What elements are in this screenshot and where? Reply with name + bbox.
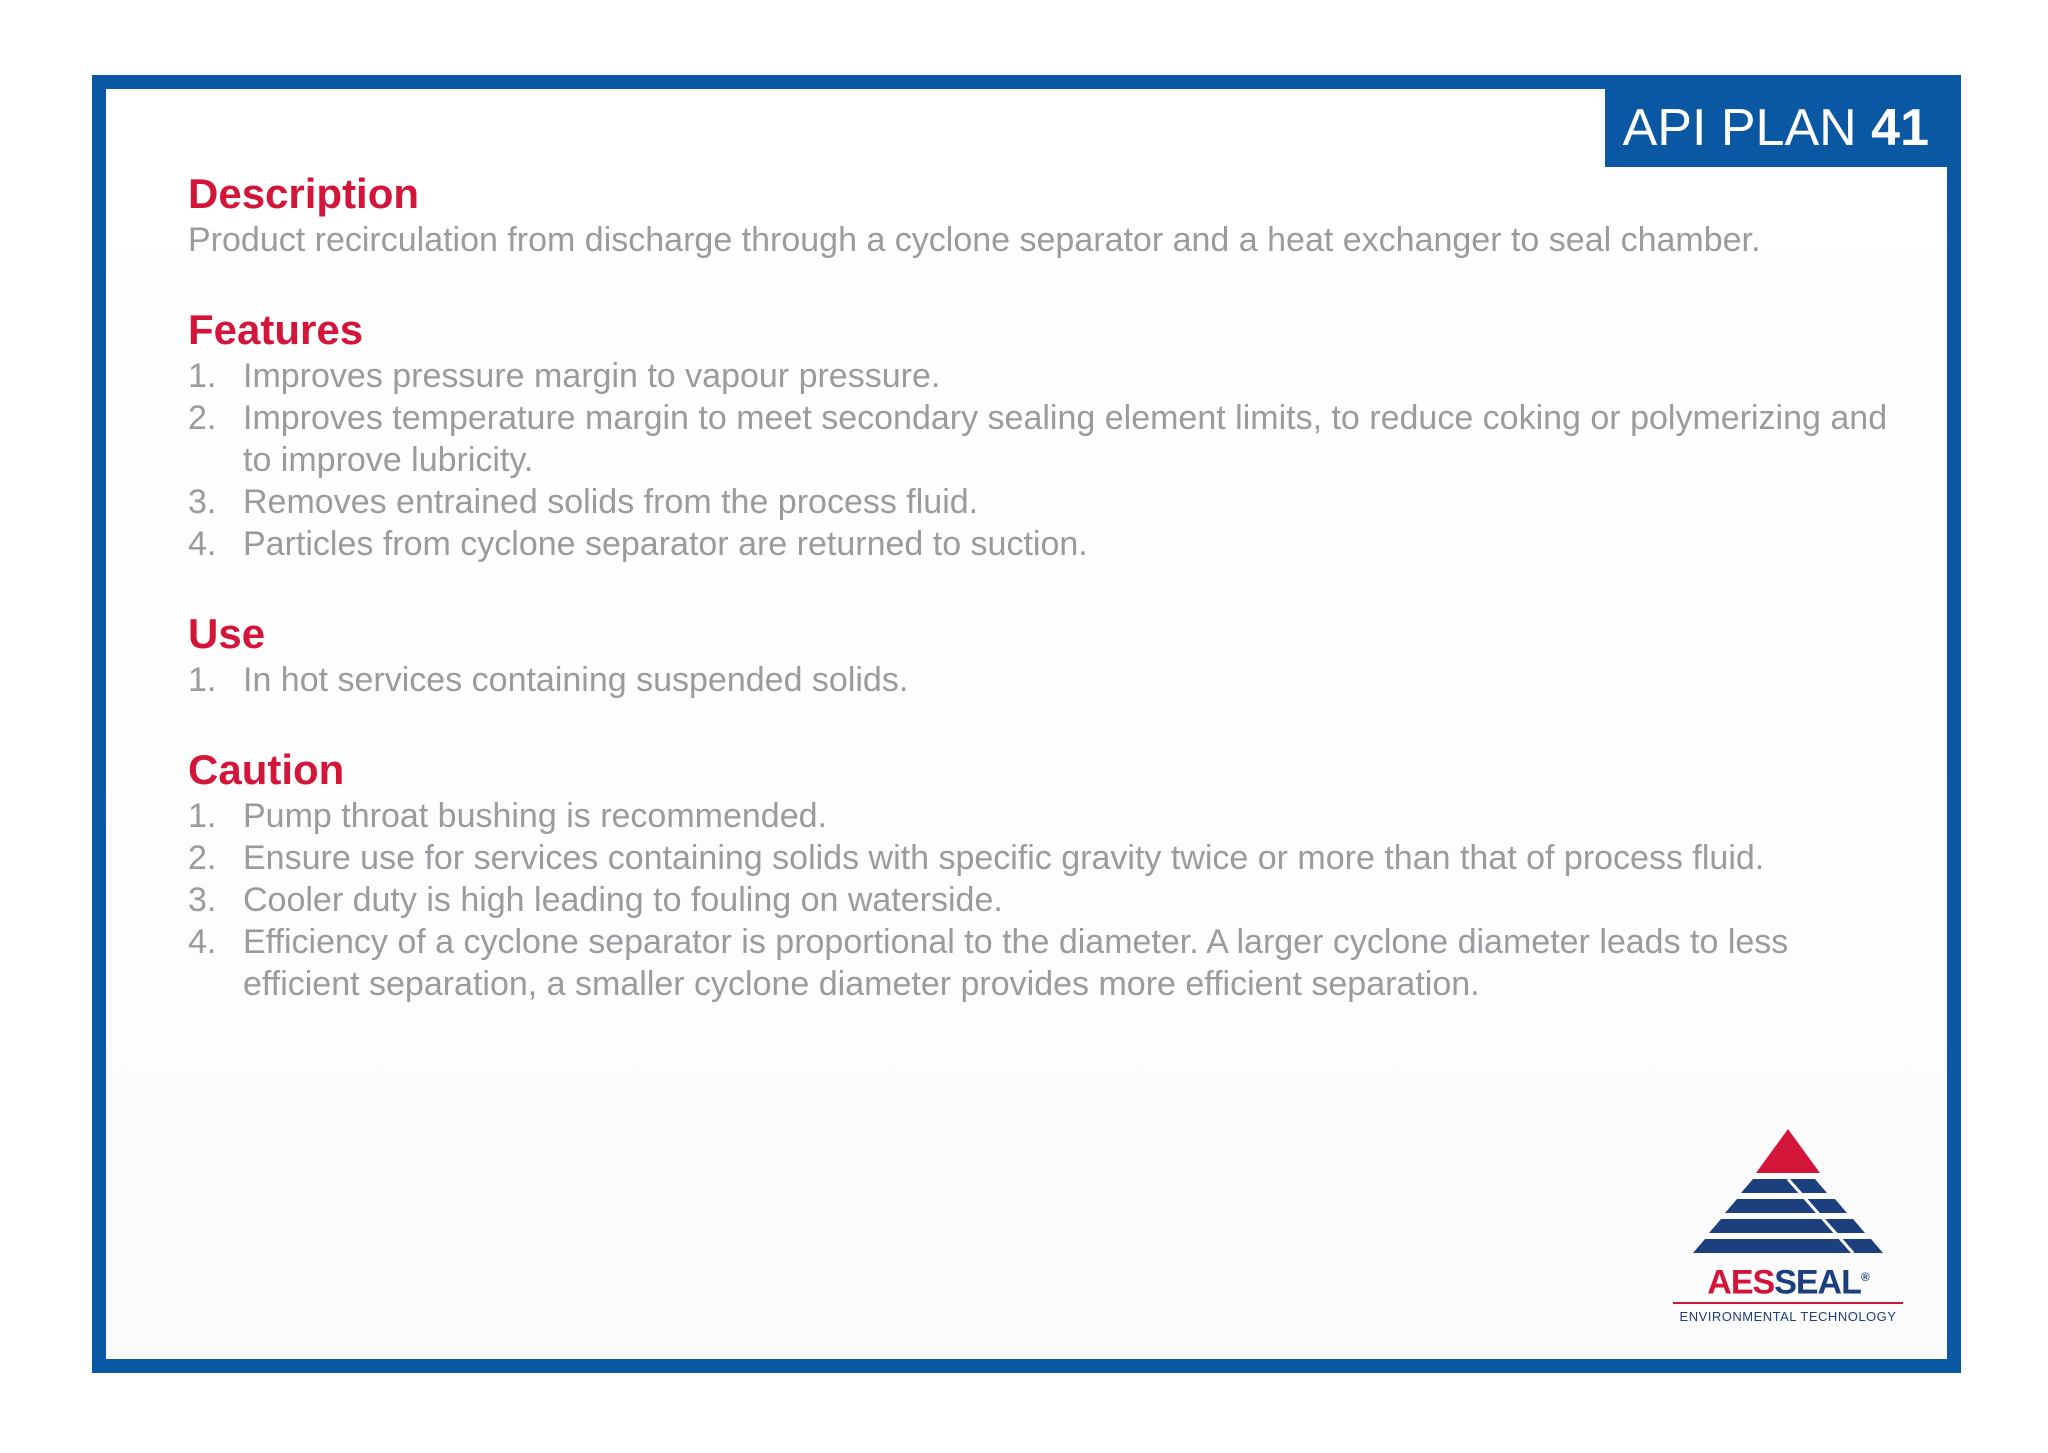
item-text: Improves temperature margin to meet secondary sealing element limits, to reduce coking or polymerizing and to improve lubricity. xyxy=(243,399,1888,479)
list-item xyxy=(188,481,1908,523)
use-list xyxy=(188,659,1908,701)
item-number: 4. xyxy=(188,525,217,563)
pyramid-stripe xyxy=(1693,1239,1883,1253)
pyramid-stripe xyxy=(1709,1219,1865,1233)
plan-prefix: API PLAN xyxy=(1622,99,1857,157)
item-text: Cooler duty is high leading to fouling on waterside. xyxy=(243,881,1003,919)
item-text: Ensure use for services containing solids with specific gravity twice or more than that of process fluid. xyxy=(243,839,1765,877)
item-number: 3. xyxy=(188,483,217,521)
pyramid-icon xyxy=(1663,1121,1913,1261)
brand-tagline: ENVIRONMENTAL TECHNOLOGY xyxy=(1679,1309,1897,1324)
description-section xyxy=(188,169,1908,261)
item-number: 1. xyxy=(188,661,217,699)
item-text: In hot services containing suspended solids. xyxy=(243,661,909,699)
item-number: 3. xyxy=(188,881,217,919)
item-text: Efficiency of a cyclone separator is proportional to the diameter. A larger cyclone diameter leads to less efficient separation, a smaller cyclone diameter provides more efficient separation. xyxy=(243,923,1789,1003)
content-area xyxy=(188,169,1908,1049)
logo-divider xyxy=(1673,1302,1903,1304)
item-number: 1. xyxy=(188,357,217,395)
caution-section xyxy=(188,745,1908,1005)
features-list xyxy=(188,355,1908,565)
list-item xyxy=(188,837,1908,879)
pyramid-stripe xyxy=(1725,1199,1847,1213)
description-heading: Description xyxy=(188,170,420,217)
brand-part-red: AES xyxy=(1707,1263,1775,1302)
item-text: Removes entrained solids from the process fluid. xyxy=(243,483,979,521)
pyramid-stripe xyxy=(1741,1179,1827,1193)
brand-part-navy: SEAL xyxy=(1774,1263,1861,1302)
use-heading: Use xyxy=(188,610,266,657)
item-number: 4. xyxy=(188,923,217,961)
list-item xyxy=(188,795,1908,837)
pyramid-apex xyxy=(1756,1129,1820,1173)
description-text: Product recirculation from discharge through a cyclone separator and a heat exchanger to seal chamber. xyxy=(188,221,1761,259)
plan-title-badge xyxy=(1605,89,1947,167)
list-item xyxy=(188,397,1908,481)
list-item xyxy=(188,523,1908,565)
item-text: Particles from cyclone separator are returned to suction. xyxy=(243,525,1088,563)
plan-number: 41 xyxy=(1871,99,1929,157)
item-text: Improves pressure margin to vapour pressure. xyxy=(243,357,941,395)
list-item xyxy=(188,921,1908,1005)
slide-frame xyxy=(92,75,1961,1373)
aesseal-logo xyxy=(1663,1121,1913,1341)
item-number: 1. xyxy=(188,797,217,835)
list-item xyxy=(188,355,1908,397)
features-heading: Features xyxy=(188,306,364,353)
brand-wordmark xyxy=(1663,1259,1913,1300)
caution-heading: Caution xyxy=(188,746,345,793)
features-section xyxy=(188,305,1908,565)
item-number: 2. xyxy=(188,399,217,437)
item-text: Pump throat bushing is recommended. xyxy=(243,797,827,835)
use-section xyxy=(188,609,1908,701)
caution-list xyxy=(188,795,1908,1005)
item-number: 2. xyxy=(188,839,217,877)
registered-mark: ® xyxy=(1860,1270,1869,1284)
list-item xyxy=(188,879,1908,921)
list-item xyxy=(188,659,1908,701)
